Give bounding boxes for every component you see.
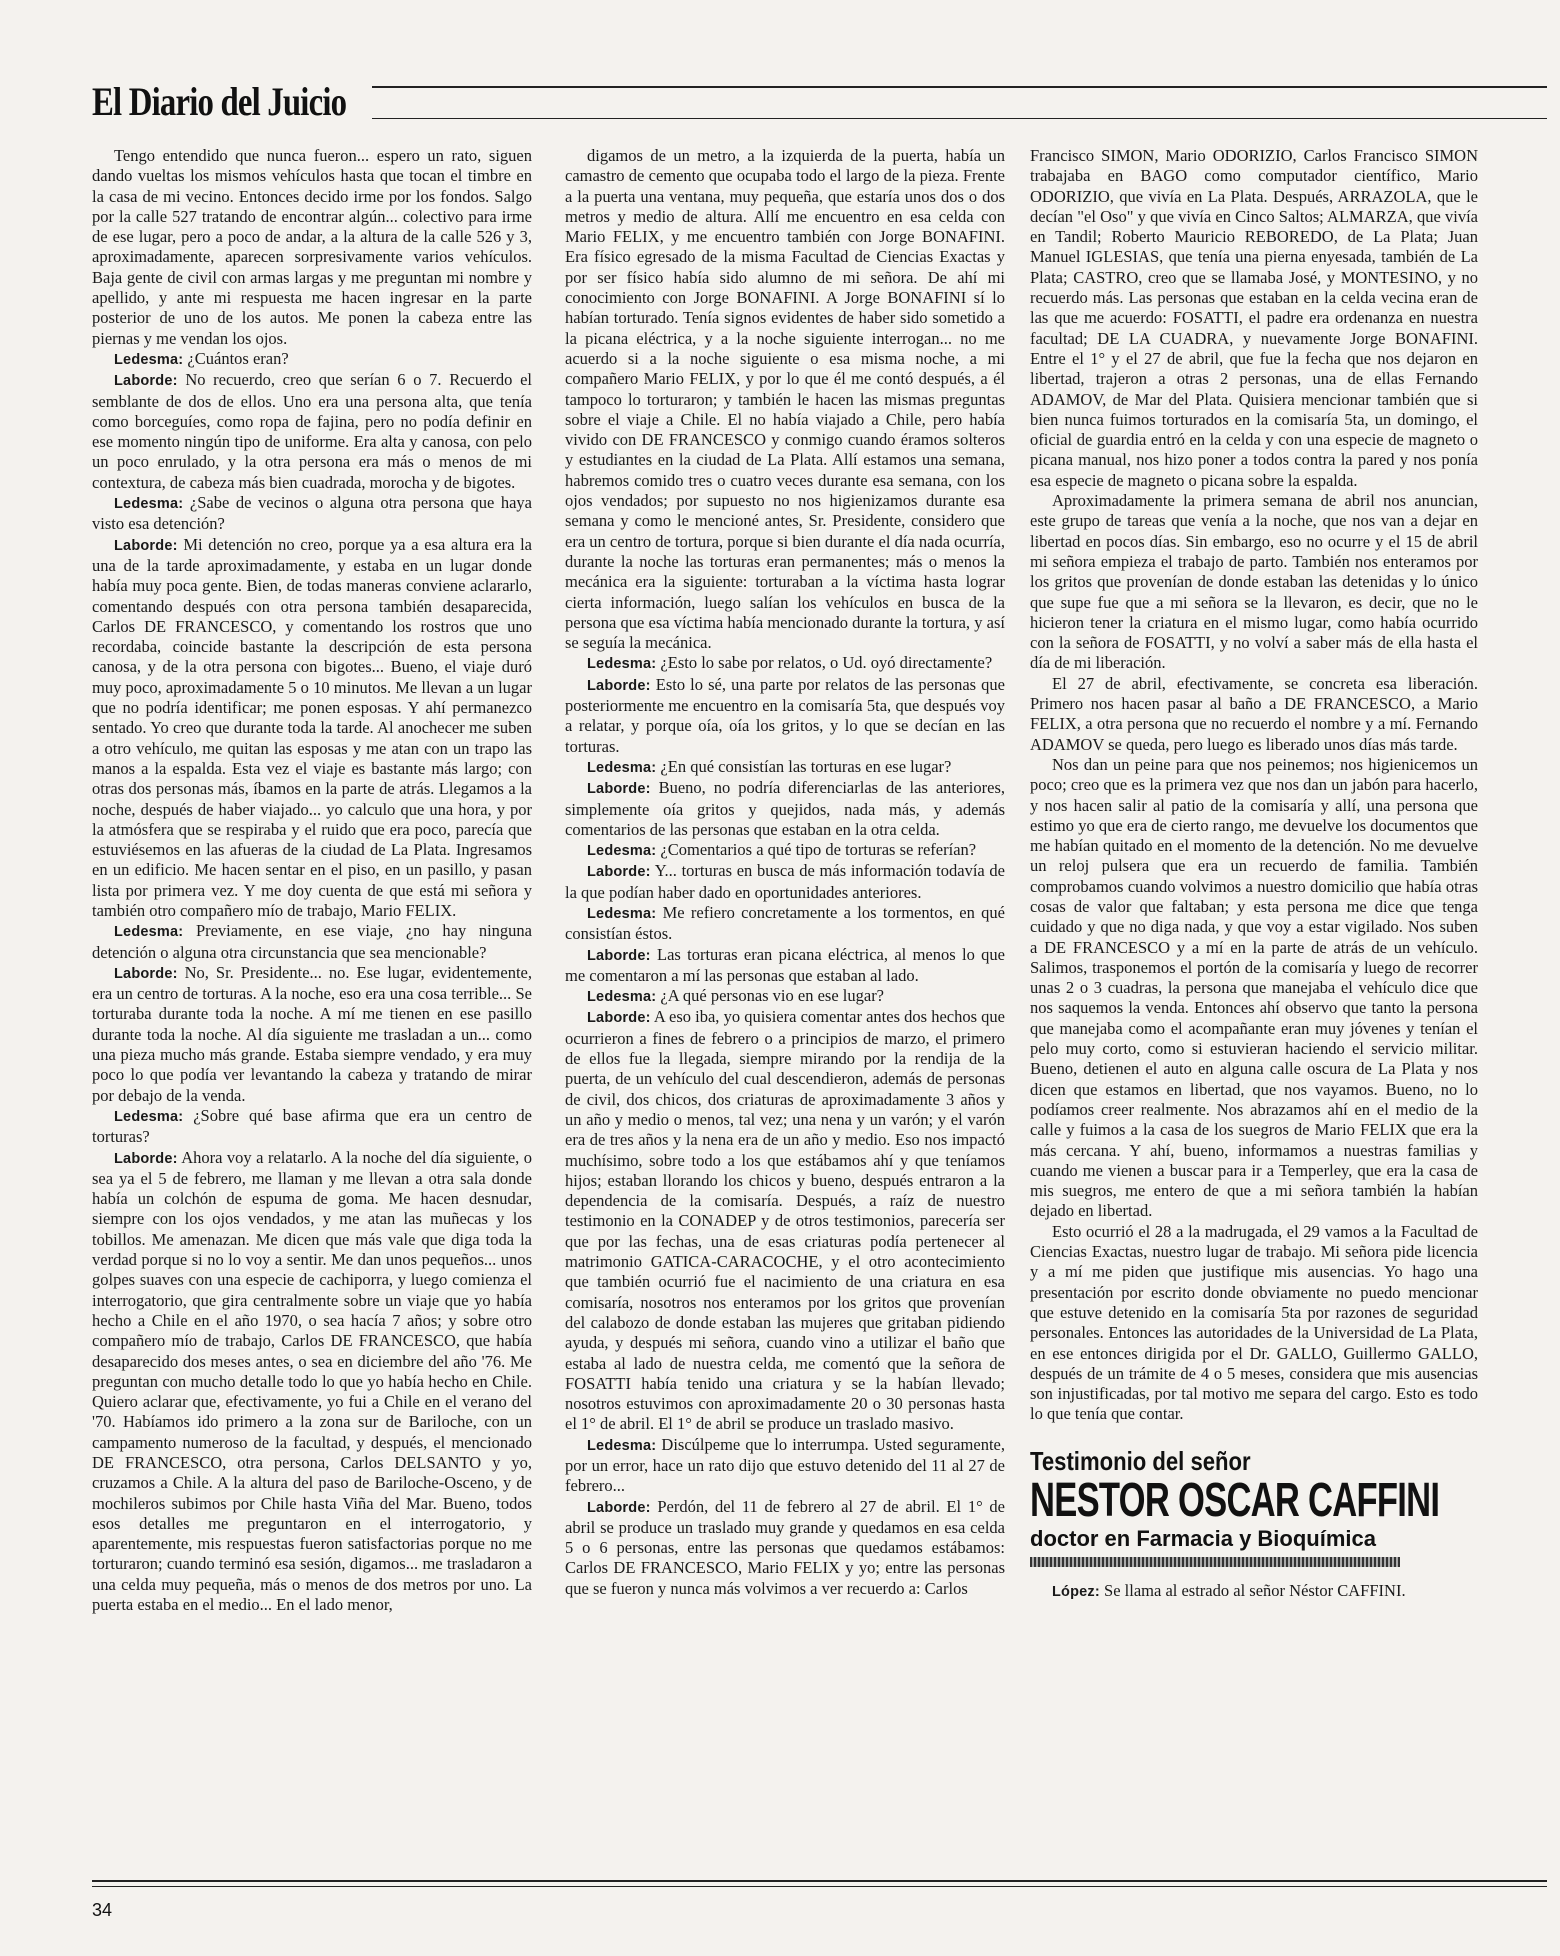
paragraph	[565, 945, 1005, 987]
paragraph	[565, 653, 1005, 674]
decorative-bar	[1030, 1557, 1400, 1567]
paragraph-text: Nos dan un peine para que nos peinemos; nos higienicemos un poco; creo que es la primera vez que nos dan un jabón para hacerlo, y nos hacen salir al patio de la comisaría y allí, una persona que estimo yo que era de cierto rango, me devuelve los documentos que me habían quitado en el momento de la detención. No me devuelve un reloj pulsera que era un recuerdo de familia. También comprobamos cuando volvimos a nuestro domicilio que había otras cosas de valor que faltaban; y esta persona me dice que tenga cuidado y que no diga nada, y que voy a estar vigilado. Nos suben a DE FRANCESCO y a mí en la parte de atrás de un vehículo. Salimos, trasponemos el portón de la comisaría y luego de recorrer unas 2 o 3 cuadras, la persona que manejaba el vehículo dice que nos saquemos la venda. Entonces ahí observo que tanto la persona que manejaba como el acompañante eran muy jóvenes y tenían el pelo muy corto, como si estuvieran haciendo el servicio militar. Bueno, detienen el auto en alguna calle oscura de La Plata y nos dicen que estamos en libertad, que nos vayamos. Bueno, no lo podíamos creer realmente. Nos abrazamos ahí en el medio de la calle y fuimos a la casa de los suegros de Mario FELIX que era la más cercana. Y ahí, bueno, informamos a nuestras familias y cuando me vienen a buscar para ir a Temperley, que era la casa de mis suegros, me entero de que a mi señora también la habían dejado en libertad.	[1030, 754, 1478, 1221]
paragraph-text: El 27 de abril, efectivamente, se concreta esa liberación. Primero nos hacen pasar al baño a DE FRANCESCO, a Mario FELIX, a otra persona que no recuerdo el nombre y a mí. Fernando ADAMOV se queda, pero luego es liberado unos días más tarde.	[1030, 673, 1478, 754]
paragraph	[565, 1007, 1005, 1434]
speaker-label: Ledesma:	[114, 351, 184, 368]
paragraph-text: digamos de un metro, a la izquierda de la puerta, había un camastro de cemento que ocupaba todo el largo de la pieza. Frente a la puerta una ventana, muy pequeña, que estaría unos dos o dos metros y medio de altura. Allí me encuentro en esa celda con Mario FELIX, y me encuentro también con Jorge BONAFINI. Era físico egresado de la misma Facultad de Ciencias Exactas y por ser físico había sido alumno de mi señora. De ahí mi conocimiento con Jorge BONAFINI. A Jorge BONAFINI sí lo habían torturado. Tenía signos evidentes de haber sido sometido a la picana eléctrica, y a la noche siguiente interrogan... no me acuerdo si a la noche siguiente o esa misma noche, a mi compañero Mario FELIX, y por lo que él me contó después, a él tampoco lo torturaron; y también le hacen las mismas preguntas sobre el viaje a Chile. El no había viajado a Chile, pero había vivido con DE FRANCESCO y conmigo cuando éramos solteros y estudiantes en la ciudad de La Plata. Allí estamos una semana, habremos comido tres o cuatro veces durante esa semana, con los ojos vendados; por supuesto no nos higienizamos durante esa semana y como le mencioné antes, Sr. Presidente, considero que era un centro de tortura, porque si bien durante el día nada ocurría, durante la noche las torturas eran permanentes; más o menos la mecánica era la siguiente: torturaban a la víctima hasta lograr cierta información, luego salían los vehículos en busca de la persona que esa víctima había mencionado durante la tortura, y así se seguía la mecánica.	[565, 146, 1005, 653]
speaker-label: Ledesma:	[114, 496, 184, 513]
testimony-label: Testimonio del señor	[1030, 1445, 1251, 1476]
paragraph	[565, 1497, 1005, 1599]
text-column-3	[1030, 146, 1478, 1603]
paragraph-text: ¿Comentarios a qué tipo de torturas se referían?	[660, 840, 977, 860]
paragraph-text: Previamente, en ese viaje, ¿no hay ninguna detención o alguna otra circunstancia que sea mencionable?	[92, 921, 532, 962]
paragraph-text: Esto lo sé, una parte por relatos de las personas que posteriormente me encuentro en la comisaría 5ta, que después voy a relatar, y porque oía, oía los gritos, y lo que se decían en las torturas.	[565, 674, 1006, 756]
paragraph-text: ¿Esto lo sabe por relatos, o Ud. oyó directamente?	[660, 653, 993, 673]
speaker-label: López:	[1052, 1584, 1100, 1601]
paragraph	[565, 675, 1005, 757]
paragraph-text: Me refiero concretamente a los tormentos, en qué consistían éstos.	[565, 902, 1005, 944]
text-column-1	[92, 146, 532, 1615]
paragraph	[92, 493, 532, 535]
paragraph-text: Bueno, no podría diferenciarlas de las anteriores, simplemente oía gritos y quejidos, nada más, y además comentarios de las personas que estaban en la otra celda.	[565, 778, 1005, 839]
paragraph	[565, 986, 1005, 1007]
paragraph-text: Perdón, del 11 de febrero al 27 de abril. El 1° de abril se produce un traslado muy grande y quedamos en esa celda 5 o 6 personas, entre las personas que quedamos estábamos: Carlos DE FRANCESCO, Mario FELIX y yo; entre las personas que se fueron y nunca más volvimos a ver recuerdo a: Carlos	[565, 1496, 1005, 1598]
paragraph	[565, 778, 1005, 840]
speaker-label: Laborde:	[114, 373, 178, 390]
paragraph	[565, 146, 1005, 653]
paragraph-text: Aproximadamente la primera semana de abril nos anuncian, este grupo de tareas que venía a la noche, que nos van a dejar en libertad en pocos días. Sin embargo, eso no ocurre y el 15 de abril mi señora empieza el trabajo de parto. También nos enteramos por los gritos que provenían de donde estaban las detenidas y lo único que supe fue que a mi señora se la llevaron, es decir, que no le hicieron tener la criatura en el mismo lugar, como había ocurrido con la señora de FOSATTI, y no volví a saber más de ella hasta el día de mi liberación.	[1030, 491, 1478, 673]
masthead-rule-bottom	[372, 118, 1547, 119]
paragraph	[1030, 674, 1478, 755]
witness-name: NESTOR OSCAR CAFFINI	[1030, 1474, 1440, 1527]
paragraph-text: ¿Sabe de vecinos o alguna otra persona que haya visto esa detención?	[92, 493, 532, 534]
speaker-label: Laborde:	[587, 677, 651, 694]
speaker-label: Laborde:	[587, 864, 651, 881]
paragraph	[565, 840, 1005, 861]
paragraph	[92, 146, 532, 349]
masthead	[92, 78, 1547, 126]
masthead-rule-top	[372, 86, 1547, 88]
speaker-label: Ledesma:	[587, 905, 657, 922]
paragraph	[1030, 491, 1478, 674]
paragraph-text: Esto ocurrió el 28 a la madrugada, el 29 vamos a la Facultad de Ciencias Exactas, nuestro lugar de trabajo. Mi señora pide licencia y a mí me piden que justifique mis ausencias. Yo hago una presentación por escrito donde obviamente no puedo mencionar que estuve detenido en la comisaría 5ta por razones de seguridad personales. Entonces las autoridades de la Universidad de La Plata, en ese entonces dirigida por el Dr. GALLO, Guillermo GALLO, después de un trámite de 4 o 5 meses, considera que mis ausencias son injustificadas, por tal motivo me separa del cargo. Esto es todo lo que tenía que contar.	[1030, 1221, 1478, 1424]
paragraph-text: Ahora voy a relatarlo. A la noche del día siguiente, o sea ya el 5 de febrero, me llaman y me llevan a otra sala donde había un colchón de espuma de goma. Me hacen desnudar, siempre con los ojos vendados, y me atan las muñecas y los tobillos. Me amenazan. Me dicen que más vale que diga toda la verdad porque si no lo voy a sentir. Me dan unos pequeños... unos golpes suaves con una especie de cachiporra, y luego comienza el interrogatorio, que gira centralmente sobre un viaje que yo había hecho a Chile en el año 1970, o sea hacía 7 años; y sobre otro compañero mío de trabajo, Carlos DE FRANCESCO, que había desaparecido dos meses antes, o sea en diciembre del año '76. Me preguntan con mucho detalle todo lo que yo había hecho en Chile. Quiero aclarar que, efectivamente, yo fui a Chile en el verano del '70. Habíamos ido primero a la zona sur de Bariloche, con un campamento numeroso de la facultad, y después, el mencionado DE FRANCESCO, otra persona, Carlos DELSANTO y yo, cruzamos a Chile. A la altura del paso de Bariloche-Osceno, y de mochileros subimos por Chile hasta Viña del Mar. Bueno, todos esos detalles me preguntaron en el interrogatorio, y aparentemente, mis respuestas fueron satisfactorias porque no me torturaron; cuando terminó esa sesión, digamos... me trasladaron a una celda muy pequeña, más o menos de dos metros por uno. La puerta estaba en el medio... En el lado menor,	[92, 1147, 533, 1615]
paragraph-text: Se llama al estrado al señor Néstor CAFFINI.	[1104, 1581, 1406, 1601]
paragraph	[1030, 1222, 1478, 1425]
speaker-label: Ledesma:	[114, 924, 184, 941]
speaker-label: Ledesma:	[587, 843, 657, 860]
testimony-heading	[1030, 1445, 1478, 1603]
paragraph-text: Discúlpeme que lo interrumpa. Usted seguramente, por un error, hace un rato dijo que estuvo detenido del 11 al 27 de febrero...	[565, 1434, 1006, 1496]
paragraph	[92, 1148, 532, 1616]
paragraph	[92, 921, 532, 963]
page-number: 34	[92, 1900, 113, 1920]
paragraph-text: ¿Sobre qué base afirma que era un centro de torturas?	[92, 1105, 532, 1147]
paragraph-text: No, Sr. Presidente... no. Ese lugar, evidentemente, era un centro de torturas. A la noche, eso era una cosa terrible... Se torturaba durante toda la noche. A mí me tienen en ese pasillo durante toda la noche. Al día siguiente me trasladan a un... como una pieza mucho más grande. Estaba siempre vendado, y era muy poco lo que podía ver levantando la cabeza y tratando de mirar por debajo de la venda.	[92, 962, 533, 1105]
paragraph	[92, 349, 532, 370]
speaker-label: Laborde:	[114, 1150, 178, 1167]
paragraph-text: No recuerdo, creo que serían 6 o 7. Recuerdo el semblante de dos de ellos. Uno era una persona alta, que tenía como borceguíes, como ropa de fajina, pero no podía definir en ese momento ningún tipo de uniforme. Era alta y canosa, con pelo un poco enrulado, y la otra persona era más o menos de mi contextura, de cabeza más bien cuadrada, morocha y de bigotes.	[92, 370, 533, 492]
paragraph-text: Mi detención no creo, porque ya a esa altura era la una de la tarde aproximadamente, y estaba en un lugar donde había muy poca gente. Bien, de todas maneras conviene aclararlo, comentando después con otra persona también desaparecida, Carlos DE FRANCESCO, y comentando los rostros que uno recordaba, coincide bastante la descripción de esta persona canosa, y de la otra persona con bigotes... Bueno, el viaje duró muy poco, aproximadamente 5 o 10 minutos. Me llevan a un lugar que no podría identificar; me ponen esposas. Y ahí permanezco sentado. Yo creo que durante toda la tarde. Al anochecer me suben a otro vehículo, me quitan las esposas y me atan con un trapo las manos a la espalda. Esta vez el viaje es bastante más largo; con otras dos personas más, íbamos en la parte de atrás. Llegamos a la noche, después de haber viajado... yo calculo que una hora, y por la atmósfera que se respiraba y el ruido que era poco, parecía que estuviésemos en las afueras de la ciudad de La Plata. Ingresamos en un edificio. Me hacen sentar en el piso, en un pasillo, y pasan lista por primera vez. Y me doy cuenta de que está mi señora y también otro compañero mío de trabajo, Mario FELIX.	[92, 534, 532, 920]
speaker-label: Ledesma:	[587, 656, 657, 673]
paragraph-text: Y... torturas en busca de más información todavía de la que podían haber dado en oportunidades anteriores.	[565, 861, 1005, 902]
paragraph	[92, 963, 532, 1106]
paragraph	[565, 1435, 1005, 1497]
footer-rule	[92, 1880, 1547, 1882]
speaker-label: Laborde:	[587, 781, 651, 798]
column-3-body	[1030, 146, 1478, 1425]
paragraph-text: Las torturas eran picana eléctrica, al menos lo que me comentaron a mí las personas que estaban al lado.	[565, 944, 1005, 985]
paragraph	[1030, 146, 1478, 491]
paragraph-text: ¿Cuántos eran?	[187, 348, 289, 368]
paragraph-text: A eso iba, yo quisiera comentar antes dos hechos que ocurrieron a fines de febrero o a principios de marzo, el primero de ellos fue la llegada, siempre mirando por la rendija de la puerta, de un vehículo del cual descendieron, además de personas de civil, dos chicos, dos criaturas de aproximadamente 3 años y un año y medio o menos, tal vez; una nena y un varón; y el varón era de tres años y la nena era de un año y medio. Eso nos impactó muchísimo, sobre todo a los que estábamos ahí y que teníamos hijos; estaban llorando los chicos y bueno, después entraron a la dependencia de la comisaría. Después, a raíz de nuestro testimonio en la CONADEP y de otros testimonios, parecería ser que por las fechas, una de esas criaturas podía pertenecer al matrimonio GATICA-CARACOCHE, y el otro acontecimiento que también ocurrió fue el nacimiento de una criatura en esa comisaría, nosotros nos enteramos por los gritos que provenían del calabozo de donde estaban las mujeres que gritaban pidiendo ayuda, y después mi señora, cuando vino a utilizar el baño que estaba al lado de nuestra celda, me comentó que la señora de FOSATTI había tenido una criatura y se la habían llevado; nosotros estuvimos con aproximadamente 20 o 30 personas hasta el 1° de abril. El 1° de abril se produce un traslado masivo.	[565, 1007, 1005, 1434]
paragraph	[92, 535, 532, 922]
paragraph-text: Tengo entendido que nunca fueron... espero un rato, siguen dando vueltas los mismos vehículos hasta que tocan el timbre en la casa de mi vecino. Entonces decido irme por los fondos. Salgo por la calle 527 tratando de encontrar algún... colectivo para irme de ese lugar, pero a poco de andar, a la altura de la calle 526 y 3, aproximadamente, aparecen sorpresivamente varios vehículos. Baja gente de civil con armas largas y me preguntan mi nombre y apellido, y ante mi respuesta me hacen ingresar en la parte posterior de uno de los autos. Me ponen la cabeza entre las piernas y me vendan los ojos.	[92, 146, 532, 348]
paragraph-text: Francisco SIMON, Mario ODORIZIO, Carlos Francisco SIMON trabajaba en BAGO como computador científico, Mario ODORIZIO, que vivía en La Plata. Después, ARRAZOLA, que le decían "el Oso" y que vivía en Cinco Saltos; ALMARZA, que vivía en Tandil; Roberto Mauricio REBOREDO, de La Plata; Juan Manuel IGLESIAS, que tenía una pierna enyesada, también de La Plata; CASTRO, creo que se llamaba José, y MONTESINO, y no recuerdo más. Las personas que estaban en la celda vecina eran de las que me acuerdo: FOSATTI, el padre era ordenanza en nuestra facultad; DE LA CUADRA, y nuevamente Jorge BONAFINI. Entre el 1° y el 27 de abril, que fue la fecha que nos dejaron en libertad, trajeron a otras 2 personas, una de ellas Fernando ADAMOV, de Mar del Plata. Quisiera mencionar también que si bien nunca fuimos torturados en la comisaría 5ta, un domingo, el oficial de guardia entró en la celda y con una especie de magneto o picana manual, nos hizo poner a todos contra la pared y nos ponía esa especie de magneto o picana sobre la espalda.	[1030, 146, 1478, 490]
speaker-label: Laborde:	[587, 1499, 651, 1516]
speaker-label: Ledesma:	[587, 759, 657, 776]
footer-rule-thin	[92, 1886, 1547, 1887]
speaker-label: Laborde:	[114, 537, 178, 554]
paragraph	[92, 370, 532, 493]
paragraph-text: ¿A qué personas vio en ese lugar?	[660, 986, 885, 1006]
speaker-label: Laborde:	[587, 947, 651, 964]
paragraph	[565, 757, 1005, 778]
publication-title: El Diario del Juicio	[92, 79, 347, 124]
speaker-label: Ledesma:	[587, 1437, 657, 1454]
speaker-label: Laborde:	[114, 965, 178, 982]
testimony-paragraph	[1030, 1581, 1478, 1602]
speaker-label: Ledesma:	[587, 989, 657, 1006]
paragraph-text: ¿En qué consistían las torturas en ese lugar?	[660, 756, 952, 776]
text-column-2	[565, 146, 1005, 1599]
paragraph	[565, 903, 1005, 945]
speaker-label: Ledesma:	[114, 1108, 184, 1125]
witness-role: doctor en Farmacia y Bioquímica	[1030, 1526, 1376, 1551]
paragraph	[1030, 755, 1478, 1222]
speaker-label: Laborde:	[587, 1010, 651, 1027]
paragraph	[565, 861, 1005, 903]
paragraph	[92, 1106, 532, 1148]
